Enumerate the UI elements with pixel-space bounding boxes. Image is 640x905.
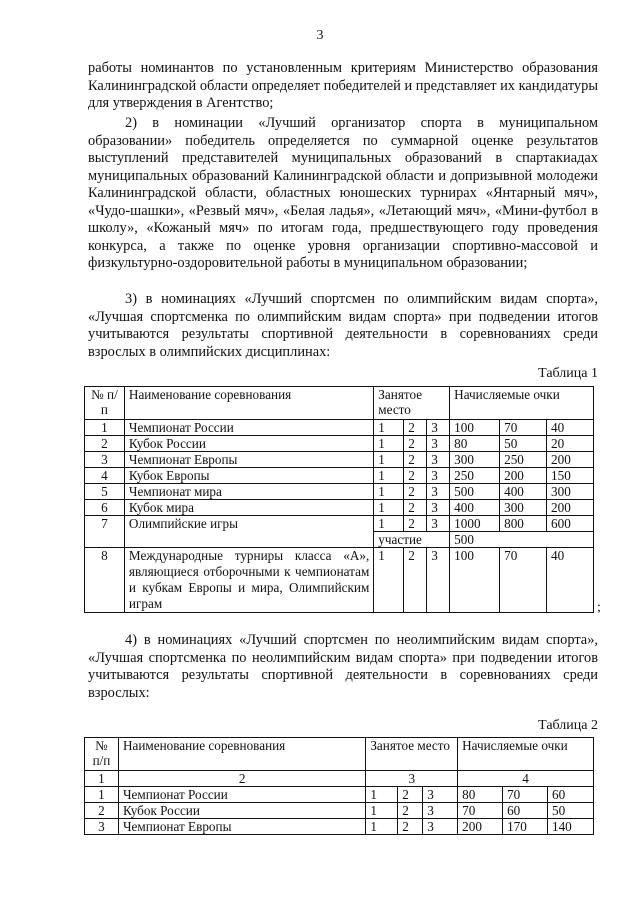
- column-number: 4: [458, 771, 594, 787]
- place-cell: 3: [427, 436, 450, 452]
- place-cell: 1: [374, 516, 404, 532]
- points-cell: 60: [503, 803, 548, 819]
- participation-label: участие: [374, 532, 450, 548]
- page-number: 3: [316, 28, 324, 43]
- table1-header-num: № п/п: [85, 387, 125, 420]
- table2-column-numbers: [85, 771, 594, 787]
- place-cell: 3: [427, 500, 450, 516]
- place-cell: 1: [374, 468, 404, 484]
- row-name: Кубок мира: [124, 500, 373, 516]
- row-name: Кубок России: [124, 436, 373, 452]
- table-row: [85, 468, 594, 484]
- row-name: Чемпионат России: [124, 420, 373, 436]
- table2-header-num: № п/п: [85, 738, 119, 771]
- table-row: [85, 516, 594, 532]
- row-name: Чемпионат Европы: [118, 819, 365, 835]
- points-cell: 60: [547, 787, 593, 803]
- table-row-participation: [85, 532, 594, 548]
- points-cell: 100: [450, 548, 500, 613]
- points-cell: 70: [503, 787, 548, 803]
- table-row: [85, 803, 594, 819]
- points-cell: 40: [547, 548, 594, 613]
- points-cell: 80: [450, 436, 500, 452]
- table1-header-place: Занятое место: [374, 387, 450, 420]
- paragraph-2: 2) в номинации «Лучший организатор спорта в муниципальном образовании» победитель определяется по суммарной оценке результатов выступлений представителей муниципальных образований в спартакиадах муниципальных образований Калининградской области и допризывной молодежи Калининградской области, областных юношеских турнирах «Янтарный мяч», «Чудо-шашки», «Резвый мяч», «Белая ладья», «Летающий мяч», «Мини-футбол в школу», «Кожаный мяч» по итогам года, предшествующего году проведения конкурса, а также по оценке уровня организации спортивно-массовой и физкультурно-оздоровительной работы в муниципальном образовании;: [88, 115, 598, 271]
- place-cell: 2: [404, 436, 427, 452]
- table-row: [85, 548, 594, 613]
- column-number: 3: [366, 771, 458, 787]
- place-cell: 1: [366, 787, 398, 803]
- points-cell: 500: [450, 484, 500, 500]
- table1-header-name: Наименование соревнования: [124, 387, 373, 420]
- place-cell: 1: [374, 548, 404, 613]
- place-cell: 2: [404, 500, 427, 516]
- points-cell: 300: [547, 484, 594, 500]
- points-cell: 170: [503, 819, 548, 835]
- place-cell: 2: [398, 819, 423, 835]
- paragraph-3: 3) в номинациях «Лучший спортсмен по олимпийским видам спорта», «Лучшая спортсменка по олимпийским видам спорта» при подведении итогов учитываются результаты спортивной деятельности в соревнованиях среди взрослых в олимпийских дисциплинах:: [88, 291, 598, 360]
- row-num: 6: [85, 500, 125, 516]
- table-row: [85, 500, 594, 516]
- row-num: 5: [85, 484, 125, 500]
- row-name: Чемпионат Европы: [124, 452, 373, 468]
- place-cell: 1: [374, 452, 404, 468]
- place-cell: 1: [374, 484, 404, 500]
- row-name: Международные турниры класса «А», являющиеся отборочными к чемпионатам и кубкам Европы и мира, Олимпийским играм: [124, 548, 373, 613]
- place-cell: 3: [423, 803, 458, 819]
- column-number: 1: [85, 771, 119, 787]
- place-cell: 3: [423, 819, 458, 835]
- table2-caption: Таблица 2: [538, 718, 598, 733]
- place-cell: 3: [427, 420, 450, 436]
- place-cell: 2: [404, 420, 427, 436]
- table-row: [85, 484, 594, 500]
- place-cell: 2: [398, 787, 423, 803]
- table-2: [84, 737, 594, 835]
- paragraph-1: работы номинантов по установленным критериям Министерство образования Калининградской области определяет победителей и представляет их кандидатуры для утверждения в Агентство;: [88, 60, 598, 111]
- table-row: [85, 452, 594, 468]
- participation-points: 500: [450, 532, 594, 548]
- place-cell: 1: [374, 500, 404, 516]
- row-num: 1: [85, 787, 119, 803]
- points-cell: 70: [500, 548, 547, 613]
- place-cell: 2: [404, 452, 427, 468]
- row-name: Кубок России: [118, 803, 365, 819]
- points-cell: 200: [458, 819, 503, 835]
- points-cell: 50: [500, 436, 547, 452]
- table2-header-points: Начисляемые очки: [458, 738, 594, 771]
- row-name: Кубок Европы: [124, 468, 373, 484]
- points-cell: 200: [500, 468, 547, 484]
- points-cell: 1000: [450, 516, 500, 532]
- place-cell: 3: [427, 516, 450, 532]
- place-cell: 1: [374, 420, 404, 436]
- table1-caption: Таблица 1: [538, 366, 598, 381]
- place-cell: 2: [404, 484, 427, 500]
- table-row: [85, 787, 594, 803]
- place-cell: 3: [427, 452, 450, 468]
- row-name: Олимпийские игры: [124, 516, 373, 532]
- place-cell: 3: [427, 548, 450, 613]
- table2-header-name: Наименование соревнования: [118, 738, 365, 771]
- row-name: Чемпионат России: [118, 787, 365, 803]
- place-cell: 2: [404, 548, 427, 613]
- points-cell: 70: [500, 420, 547, 436]
- points-cell: 20: [547, 436, 594, 452]
- place-cell: 2: [404, 468, 427, 484]
- row-name: Чемпионат мира: [124, 484, 373, 500]
- points-cell: 300: [500, 500, 547, 516]
- table-1: [84, 386, 594, 613]
- row-num: 3: [85, 452, 125, 468]
- row-num: 4: [85, 468, 125, 484]
- place-cell: 3: [423, 787, 458, 803]
- row-num: 1: [85, 420, 125, 436]
- points-cell: 70: [458, 803, 503, 819]
- row-num: 3: [85, 819, 119, 835]
- points-cell: 400: [500, 484, 547, 500]
- points-cell: 300: [450, 452, 500, 468]
- table-row: [85, 819, 594, 835]
- table-row: [85, 420, 594, 436]
- points-cell: 400: [450, 500, 500, 516]
- points-cell: 100: [450, 420, 500, 436]
- points-cell: 200: [547, 500, 594, 516]
- row-num: 2: [85, 436, 125, 452]
- row-num: 8: [85, 548, 125, 613]
- table2-header-place: Занятое место: [366, 738, 458, 771]
- column-number: 2: [118, 771, 365, 787]
- paragraph-4: 4) в номинациях «Лучший спортсмен по неолимпийским видам спорта», «Лучшая спортсменка по неолимпийским видам спорта» при подведении итогов учитываются результаты спортивной деятельности в соревнованиях среди взрослых:: [88, 632, 598, 701]
- place-cell: 1: [374, 436, 404, 452]
- table1-trailing-semicolon: ;: [597, 600, 601, 615]
- place-cell: 1: [366, 803, 398, 819]
- place-cell: 3: [427, 484, 450, 500]
- place-cell: 2: [398, 803, 423, 819]
- table-row: [85, 436, 594, 452]
- points-cell: 600: [547, 516, 594, 532]
- place-cell: 3: [427, 468, 450, 484]
- place-cell: 1: [366, 819, 398, 835]
- points-cell: 200: [547, 452, 594, 468]
- points-cell: 80: [458, 787, 503, 803]
- table1-header-points: Начисляемые очки: [450, 387, 594, 420]
- points-cell: 150: [547, 468, 594, 484]
- points-cell: 40: [547, 420, 594, 436]
- points-cell: 50: [547, 803, 593, 819]
- place-cell: 2: [404, 516, 427, 532]
- points-cell: 250: [450, 468, 500, 484]
- row-num: 7: [85, 516, 125, 532]
- points-cell: 140: [547, 819, 593, 835]
- points-cell: 800: [500, 516, 547, 532]
- row-num: 2: [85, 803, 119, 819]
- points-cell: 250: [500, 452, 547, 468]
